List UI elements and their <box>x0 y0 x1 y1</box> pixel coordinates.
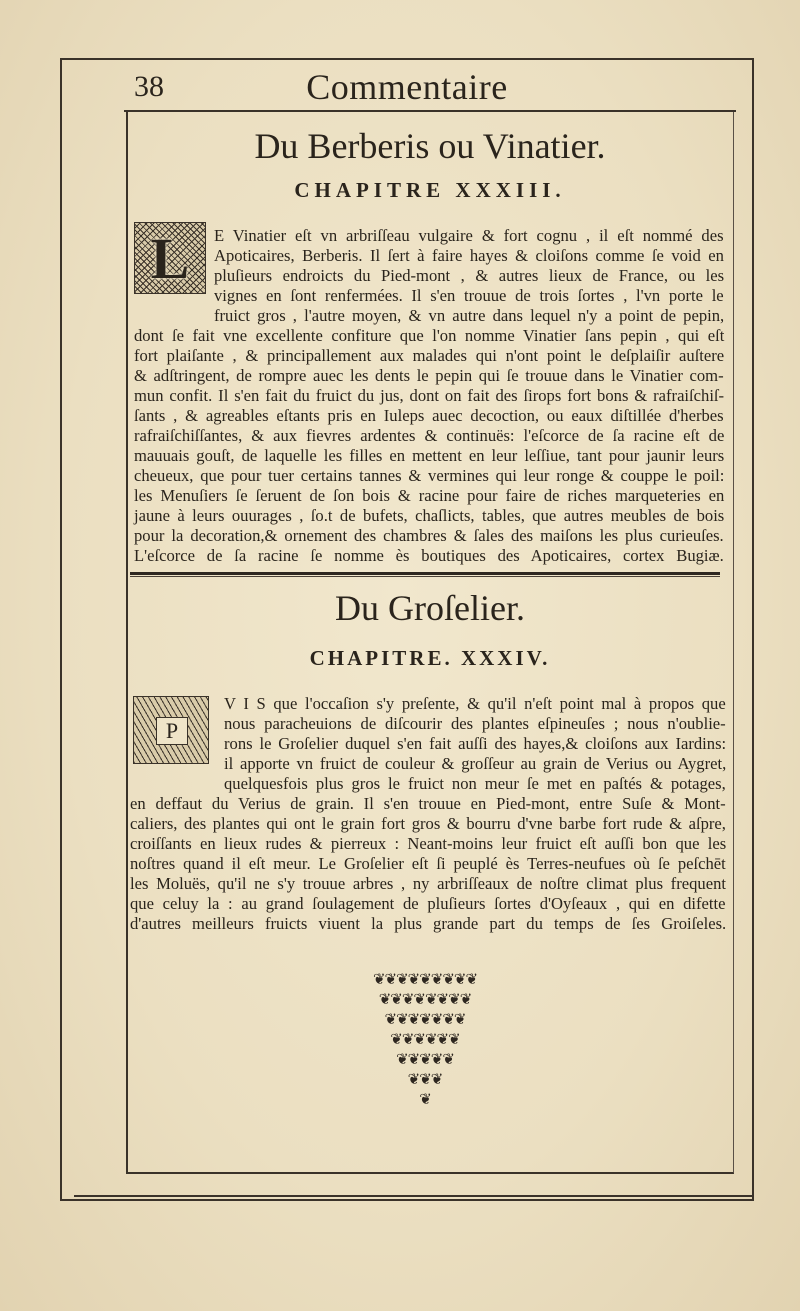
text-line: mun confit. Il s'en fait du fruict du jus, dont on fait des ſirops fort bons & rafraiſchiſ- <box>134 386 725 405</box>
text-line: en deffaut du Verius de grain. Il s'en trouue en Pied-mont, entre Suſe & Mont- <box>130 794 726 813</box>
chapter-33-heading: CHAPITRE XXXIII. <box>294 178 566 202</box>
fleuron-row: ❦❦❦ <box>407 1072 443 1088</box>
text-line: caliers, des plantes qui ont le grain fort gros & bourru d'vne barbe fort rude & aſpre, <box>130 814 726 833</box>
text-line: rafraiſchiſſantes, & aux fievres ardentes & continuës: l'eſcorce de ſa racine eſt de <box>134 426 725 445</box>
chapter-33-text <box>134 326 724 566</box>
text-line: L'eſcorce de ſa racine ſe nomme ès boutiques des Apoticaires, cortex Bugiæ. <box>134 546 724 565</box>
text-line: dont ſe fait vne excellente confiture que l'on nomme Vinatier ſans pepin , qui eſt <box>134 326 725 345</box>
text-line: jaune à leurs ouurages , ſo.t de bufets, chaſlicts, tables, que autres meubles de bois <box>134 506 725 525</box>
page-number: 38 <box>134 70 164 103</box>
fleuron-row: ❦❦❦❦❦❦❦ <box>384 1012 466 1028</box>
chapter-33-text-beside-cap <box>214 226 724 326</box>
footer-rule <box>74 1195 754 1197</box>
dropcap-l-icon <box>134 222 206 294</box>
text-line: mauuais gouſt, de laquelle les filles en mettent en leur leſſiue, tant pour jaunir leurs <box>134 446 725 465</box>
chapter-34-heading: CHAPITRE. XXXIV. <box>309 646 551 670</box>
text-line: Apoticaires, Berberis. Il ſert à faire hayes & cloiſons comme ſe void en <box>214 246 724 265</box>
text-line: il apporte vn fruict de couleur & groſſeur au grain de Verius ou Aygret, <box>224 754 727 773</box>
text-line: pour la decoration,& ornement des chambres & ſales des maiſons les plus curieuſes. <box>134 526 724 545</box>
section-separator <box>130 572 720 577</box>
fleuron-row: ❦❦❦❦❦❦❦❦ <box>378 992 472 1008</box>
text-line: noſtres quand il eſt meur. Le Groſelier eſt ſi peuplé ès Terres-neufues où ſe peſchēt <box>130 854 726 873</box>
text-line: que celuy la : au grand ſoulagement de pluſieurs ſortes d'Oyſeaux , qui en difette <box>130 894 726 913</box>
chapter-34-text-beside-cap <box>224 694 726 794</box>
fleuron-row: ❦❦❦❦❦ <box>396 1052 454 1068</box>
text-line: & adſtringent, de rompre auec les dents le pepin qui ſe trouue dans le Vinatier com- <box>134 366 724 385</box>
chapter-34-text <box>130 794 726 934</box>
text-line: croiſſants en lieux rudes & pierreux : Neant-moins leur fruict eſt auſſi bon que les <box>130 834 727 853</box>
chapter-33-title: Du Berberis ou Vinatier. <box>254 126 606 166</box>
running-head <box>60 64 754 108</box>
text-line: rons le Groſelier duquel s'en fait auſſi des hayes,& cloiſons aux Iardins: <box>224 734 727 753</box>
fleuron-tailpiece-icon <box>350 970 500 1110</box>
chapter-34-title: Du Groſelier. <box>335 588 525 628</box>
text-line: cheueux, que pour tuer certains tannes & vermines qui leur ronge & couppe le poil: <box>134 466 725 485</box>
fleuron-row: ❦❦❦❦❦❦ <box>390 1032 460 1048</box>
fleuron-row: ❦❦❦❦❦❦❦❦❦ <box>372 972 478 988</box>
text-line: ſants , & agreables eſtants pris en Iuleps auec decoction, ou eaux diſtillée d'herbes <box>134 406 724 425</box>
text-line: quelquesfois plus gros le fruict non meur ſe met en paſtés & potages, <box>224 774 726 793</box>
text-line: pluſieurs endroicts du Pied-mont , & autres lieux de France, ou les <box>214 266 725 285</box>
text-line: vignes en ſont renfermées. Il s'en trouue de trois ſortes , l'vn porte le <box>214 286 724 305</box>
text-line: nous paracheuions de diſcourir des plantes eſpineuſes ; nous n'oublie- <box>224 714 726 733</box>
text-line: les Moluës, qu'il ne s'y trouue arbres , ny arbriſſeaux de noſtre climat plus frequent <box>130 874 726 893</box>
text-line: fort plaiſante , & principallement aux malades qui n'ont point le deſplaiſir auſtere <box>134 346 725 365</box>
text-line: les Menuſiers ſe ſeruent de ſon bois & racine pour faire de riches marqueteries en <box>134 486 725 505</box>
dropcap-letter: P <box>165 718 179 743</box>
fleuron-row: ❦ <box>419 1092 431 1108</box>
text-line: E Vinatier eſt vn arbriſſeau vulgaire & fort cognu , il eſt nommé des <box>214 226 724 245</box>
running-title: Commentaire <box>306 67 508 107</box>
text-line: V I S que l'occaſion s'y preſente, & qu'il n'eſt point mal à propos que <box>224 694 726 713</box>
text-line: d'autres meilleurs fruicts viuent la plus grande part du temps de ſes Groiſeles. <box>130 914 727 933</box>
dropcap-p-icon <box>133 696 209 764</box>
text-line: fruict gros , l'autre moyen, & vn autre dans lequel n'y a point de pepin, <box>214 306 725 325</box>
dropcap-letter: L <box>150 225 190 291</box>
